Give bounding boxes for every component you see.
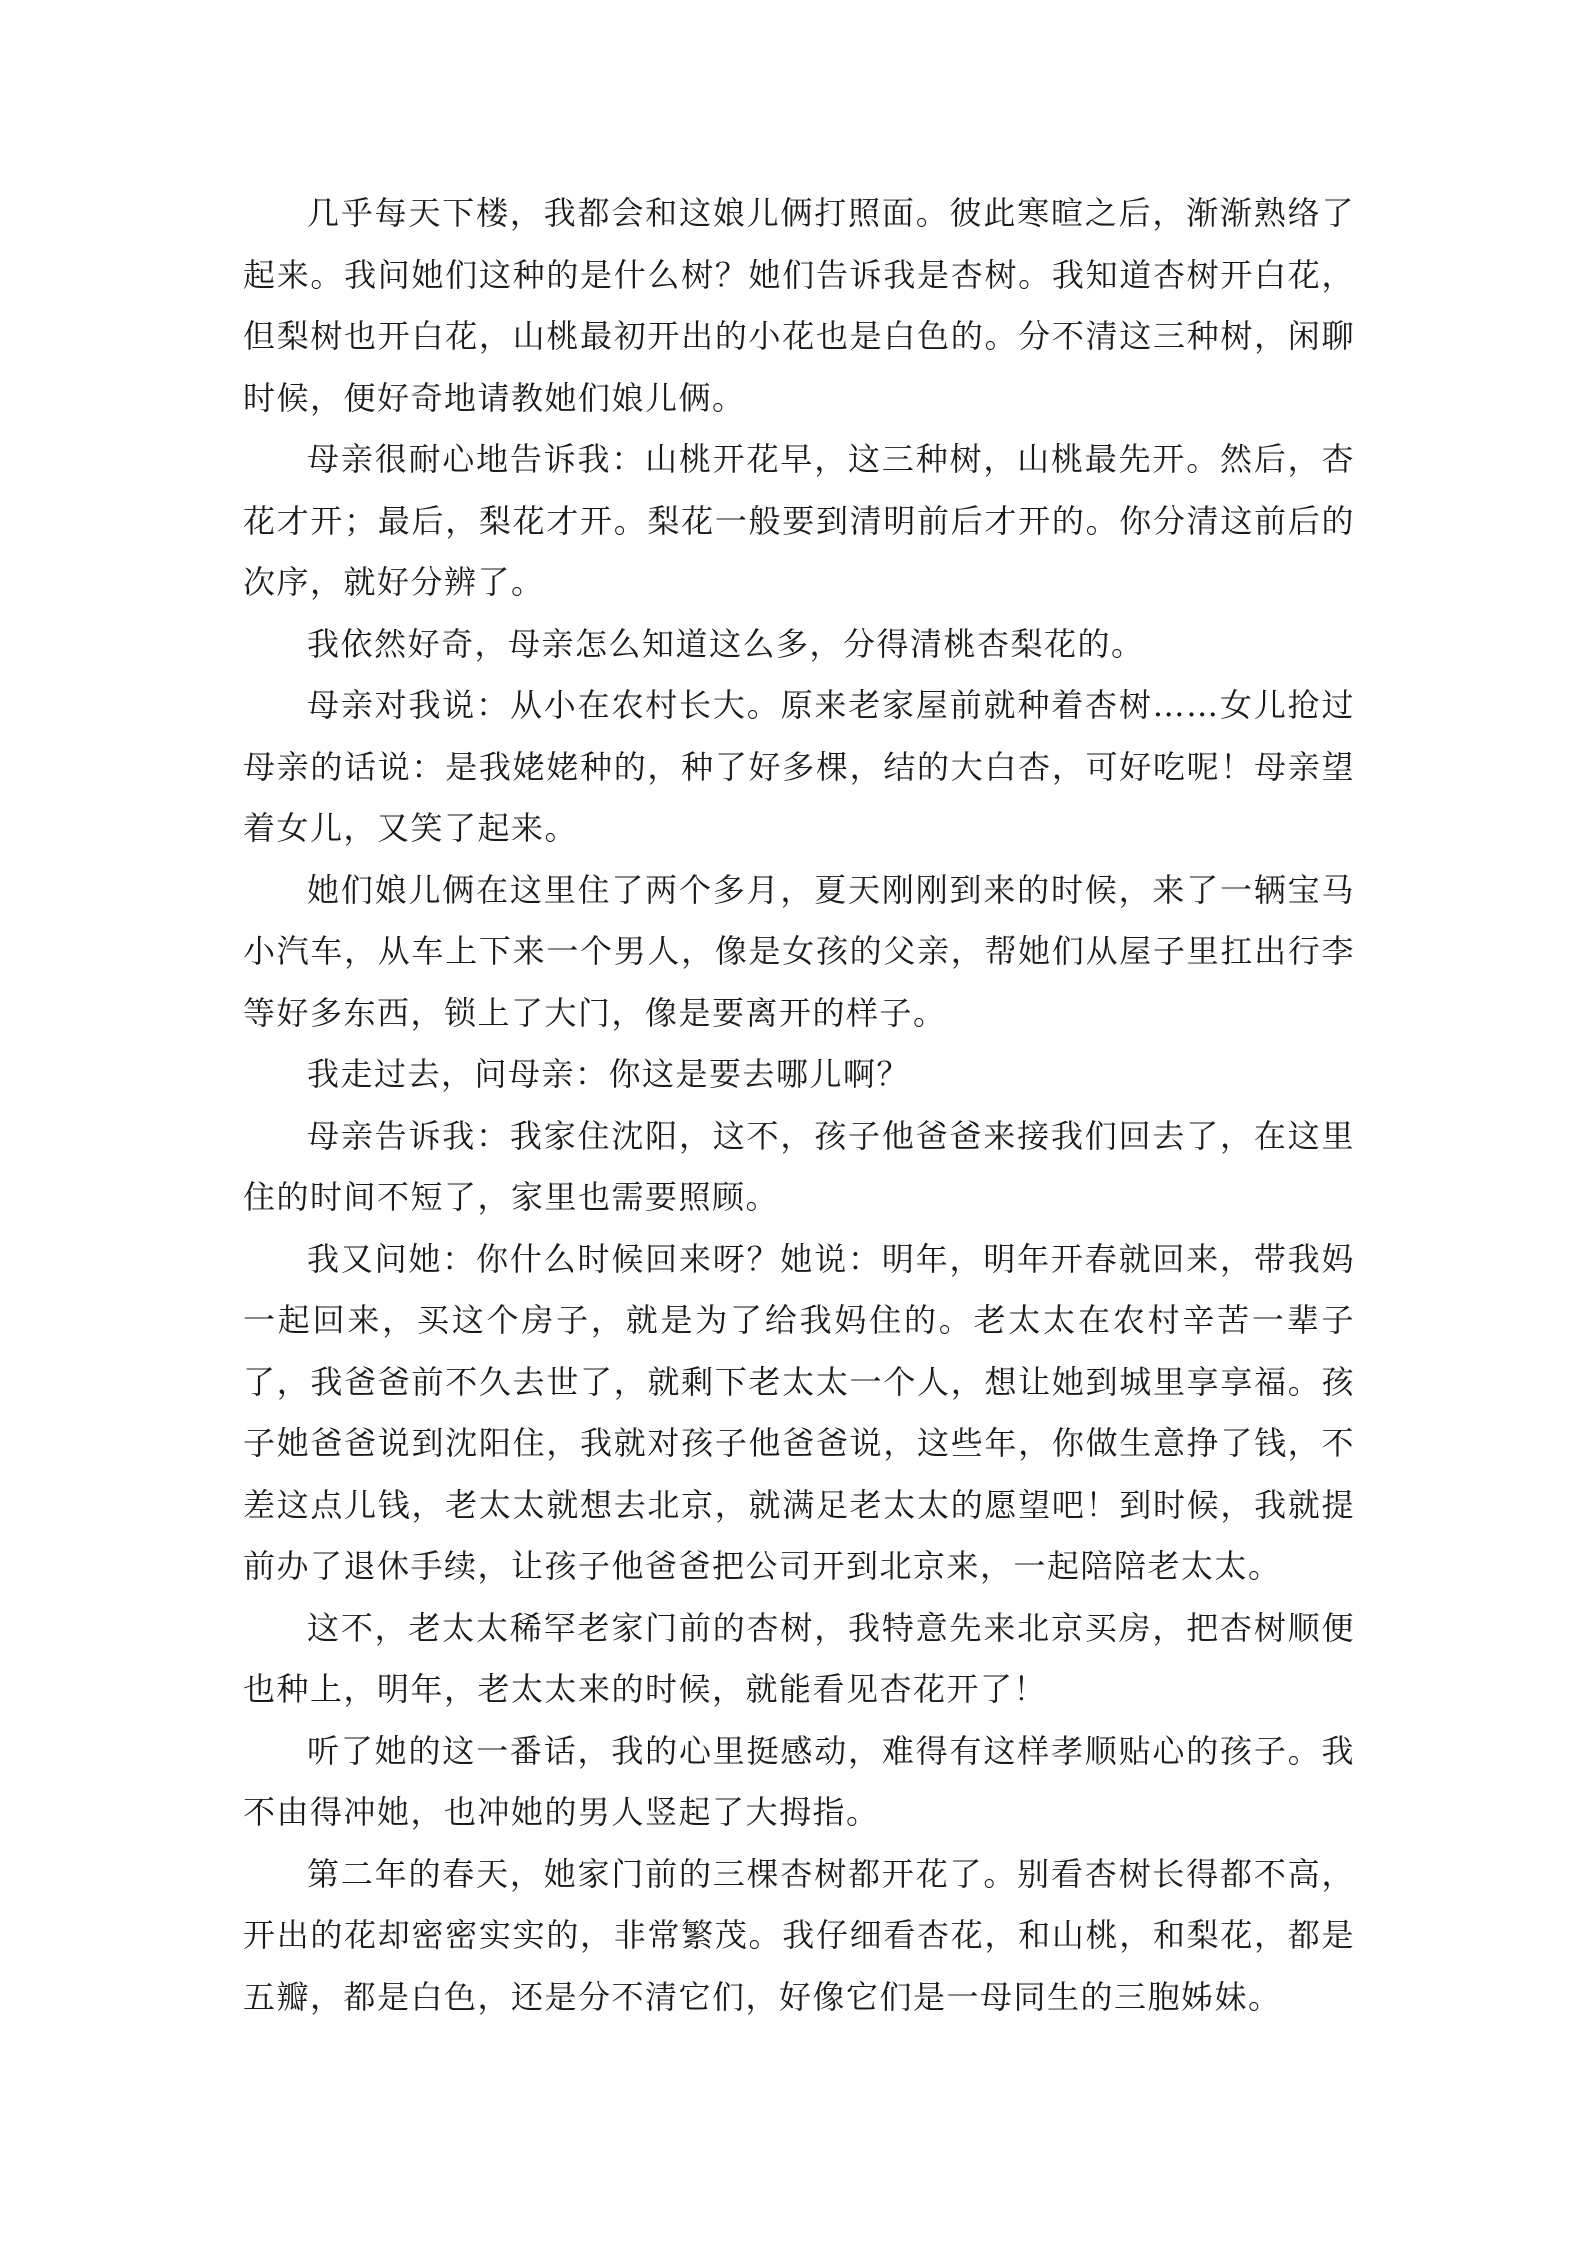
paragraph-5: 她们娘儿俩在这里住了两个多月，夏天刚刚到来的时候，来了一辆宝马小汽车，从车上下来一个男人，像是女孩的父亲，帮她们从屋子里扛出行李等好多东西，锁上了大门，像是要离开的样子。 bbox=[243, 870, 1355, 1032]
paragraph-7: 母亲告诉我：我家住沈阳，这不，孩子他爸爸来接我们回去了，在这里住的时间不短了，家里也需要照顾。 bbox=[243, 1116, 1355, 1216]
paragraph-2: 母亲很耐心地告诉我：山桃开花早，这三种树，山桃最先开。然后，杏花才开；最后，梨花才开。梨花一般要到清明前后才开的。你分清这前后的次序，就好分辨了。 bbox=[243, 440, 1355, 601]
paragraph-1: 几乎每天下楼，我都会和这娘儿俩打照面。彼此寒暄之后，渐渐熟络了起来。我问她们这种的是什么树？她们告诉我是杏树。我知道杏树开白花，但梨树也开白花，山桃最初开出的小花也是白色的。分不清这三种树，闲聊时候，便好奇地请教她们娘儿俩。 bbox=[243, 194, 1355, 417]
article-body bbox=[243, 183, 1355, 2028]
paragraph-9: 这不，老太太稀罕老家门前的杏树，我特意先来北京买房，把杏树顺便也种上，明年，老太太来的时候，就能看见杏花开了！ bbox=[243, 1608, 1355, 1708]
paragraph-3: 我依然好奇，母亲怎么知道这么多，分得清桃杏梨花的。 bbox=[307, 624, 1145, 663]
paragraph-6: 我走过去，问母亲：你这是要去哪儿啊？ bbox=[307, 1055, 911, 1093]
paragraph-10: 听了她的这一番话，我的心里挺感动，难得有这样孝顺贴心的孩子。我不由得冲她，也冲她的男人竖起了大拇指。 bbox=[243, 1731, 1355, 1831]
paragraph-4: 母亲对我说：从小在农村长大。原来老家屋前就种着杏树……女儿抢过母亲的话说：是我姥姥种的，种了好多棵，结的大白杏，可好吃呢！母亲望着女儿，又笑了起来。 bbox=[243, 686, 1355, 847]
paragraph-8: 我又问她：你什么时候回来呀？她说：明年，明年开春就回来，带我妈一起回来，买这个房子，就是为了给我妈住的。老太太在农村辛苦一辈子了，我爸爸前不久去世了，就剩下老太太一个人，想让她到城里享享福。孩子她爸爸说到沈阳住，我就对孩子他爸爸说，这些年，你做生意挣了钱，不差这点儿钱，老太太就想去北京，就满足老太太的愿望吧！到时候，我就提前办了退休手续，让孩子他爸爸把公司开到北京来，一起陪陪老太太。 bbox=[243, 1239, 1355, 1585]
paragraph-11: 第二年的春天，她家门前的三棵杏树都开花了。别看杏树长得都不高，开出的花却密密实实的，非常繁茂。我仔细看杏花，和山桃，和梨花，都是五瓣，都是白色，还是分不清它们，好像它们是一母同生的三胞姊妹。 bbox=[243, 1854, 1355, 2016]
